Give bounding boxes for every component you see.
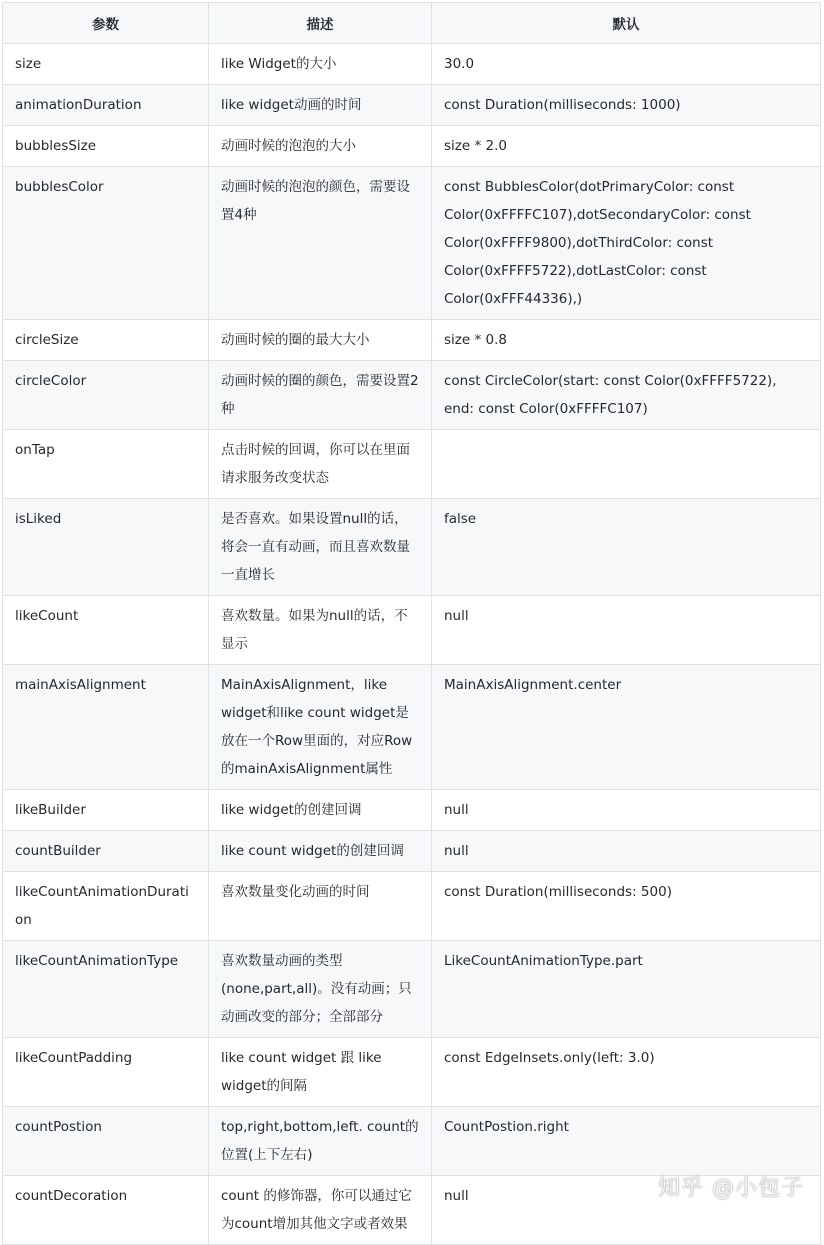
description-cell: 喜欢数量。如果为null的话，不显示 xyxy=(209,596,432,665)
table-row xyxy=(3,430,821,499)
default-cell: MainAxisAlignment.center xyxy=(432,665,821,790)
table-row xyxy=(3,361,821,430)
default-cell: CountPostion.right xyxy=(432,1107,821,1176)
param-cell: likeCountAnimationDuration xyxy=(3,872,209,941)
table-row xyxy=(3,872,821,941)
table-row xyxy=(3,126,821,167)
default-cell: const Duration(milliseconds: 500) xyxy=(432,872,821,941)
description-cell: 是否喜欢。如果设置null的话，将会一直有动画，而且喜欢数量一直增长 xyxy=(209,499,432,596)
description-cell: count 的修饰器，你可以通过它为count增加其他文字或者效果 xyxy=(209,1176,432,1245)
default-cell: null xyxy=(432,596,821,665)
header-param: 参数 xyxy=(3,3,209,44)
default-cell: null xyxy=(432,831,821,872)
header-row xyxy=(3,3,821,44)
parameter-table xyxy=(2,2,821,1245)
default-cell: false xyxy=(432,499,821,596)
header-default: 默认 xyxy=(432,3,821,44)
zhihu-watermark: 知乎 @小包子 xyxy=(658,1176,804,1201)
param-cell: animationDuration xyxy=(3,85,209,126)
param-cell: countPostion xyxy=(3,1107,209,1176)
default-cell: const BubblesColor(dotPrimaryColor: const Color(0xFFFFC107),dotSecondaryColor: const Color(0xFFFF9800),dotThirdColor: const Color(0xFFFF5722),dotLastColor: const Color(0xFFF44336),) xyxy=(432,167,821,320)
param-cell: circleColor xyxy=(3,361,209,430)
default-cell xyxy=(432,430,821,499)
param-cell: bubblesColor xyxy=(3,167,209,320)
table-row xyxy=(3,665,821,790)
description-cell: 喜欢数量变化动画的时间 xyxy=(209,872,432,941)
param-cell: countBuilder xyxy=(3,831,209,872)
description-cell: 点击时候的回调，你可以在里面请求服务改变状态 xyxy=(209,430,432,499)
table-row xyxy=(3,1107,821,1176)
param-cell: likeCount xyxy=(3,596,209,665)
table-header xyxy=(3,3,821,44)
table-row xyxy=(3,320,821,361)
header-description: 描述 xyxy=(209,3,432,44)
default-cell: size * 2.0 xyxy=(432,126,821,167)
param-cell: isLiked xyxy=(3,499,209,596)
description-cell: like count widget的创建回调 xyxy=(209,831,432,872)
default-cell: const EdgeInsets.only(left: 3.0) xyxy=(432,1038,821,1107)
description-cell: MainAxisAlignment，like widget和like count widget是放在一个Row里面的，对应Row的mainAxisAlignment属性 xyxy=(209,665,432,790)
description-cell: like widget的创建回调 xyxy=(209,790,432,831)
param-cell: size xyxy=(3,44,209,85)
param-cell: likeCountAnimationType xyxy=(3,941,209,1038)
param-cell: likeBuilder xyxy=(3,790,209,831)
default-cell: 30.0 xyxy=(432,44,821,85)
default-cell: size * 0.8 xyxy=(432,320,821,361)
param-cell: circleSize xyxy=(3,320,209,361)
table-row xyxy=(3,596,821,665)
table-row xyxy=(3,499,821,596)
table-row xyxy=(3,941,821,1038)
description-cell: like Widget的大小 xyxy=(209,44,432,85)
default-cell: null xyxy=(432,1176,821,1245)
description-cell: 动画时候的圈的最大大小 xyxy=(209,320,432,361)
description-cell: 动画时候的泡泡的颜色，需要设置4种 xyxy=(209,167,432,320)
table-row xyxy=(3,167,821,320)
param-cell: likeCountPadding xyxy=(3,1038,209,1107)
description-cell: 动画时候的圈的颜色，需要设置2种 xyxy=(209,361,432,430)
table-row xyxy=(3,790,821,831)
default-cell: null xyxy=(432,790,821,831)
table-row xyxy=(3,85,821,126)
description-cell: 动画时候的泡泡的大小 xyxy=(209,126,432,167)
description-cell: like widget动画的时间 xyxy=(209,85,432,126)
param-cell: onTap xyxy=(3,430,209,499)
default-cell: LikeCountAnimationType.part xyxy=(432,941,821,1038)
table-row xyxy=(3,1038,821,1107)
description-cell: top,right,bottom,left. count的位置(上下左右) xyxy=(209,1107,432,1176)
default-cell: const Duration(milliseconds: 1000) xyxy=(432,85,821,126)
default-cell: const CircleColor(start: const Color(0xFFFF5722), end: const Color(0xFFFFC107) xyxy=(432,361,821,430)
table-row xyxy=(3,44,821,85)
table-body xyxy=(3,44,821,1245)
param-cell: countDecoration xyxy=(3,1176,209,1245)
table-row xyxy=(3,831,821,872)
description-cell: like count widget 跟 like widget的间隔 xyxy=(209,1038,432,1107)
param-cell: mainAxisAlignment xyxy=(3,665,209,790)
param-cell: bubblesSize xyxy=(3,126,209,167)
description-cell: 喜欢数量动画的类型(none,part,all)。没有动画；只动画改变的部分；全部部分 xyxy=(209,941,432,1038)
